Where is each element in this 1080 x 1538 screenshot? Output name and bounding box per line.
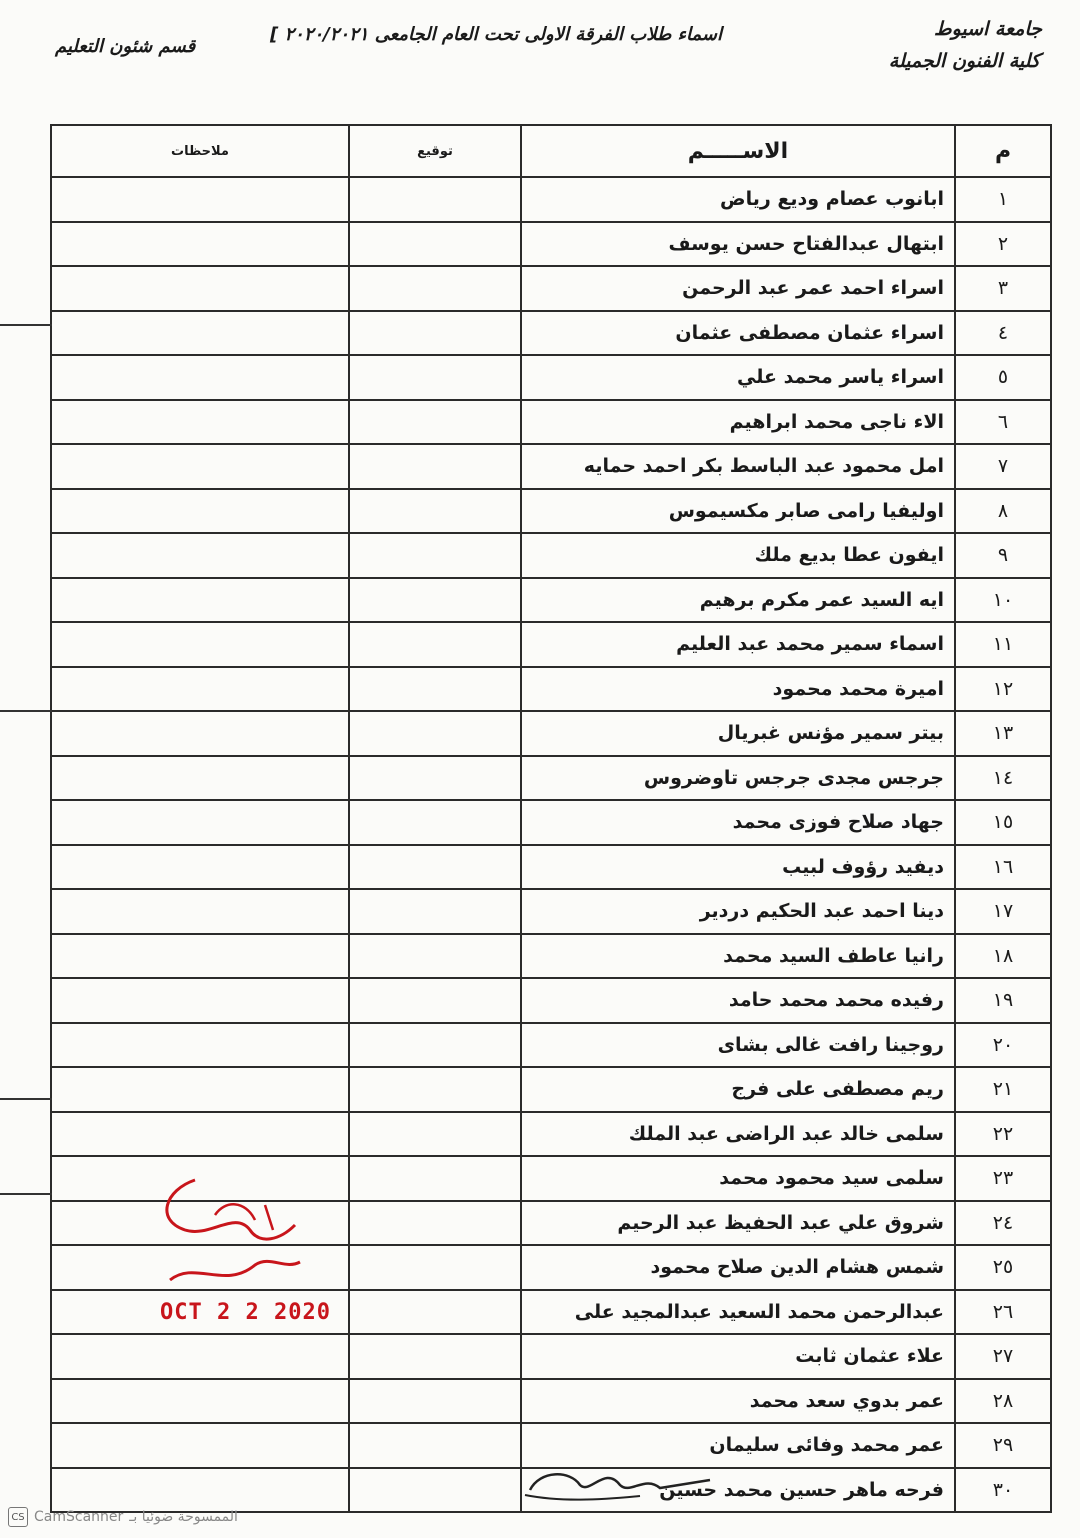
notes-cell [51, 311, 349, 356]
row-number: ٦ [955, 400, 1051, 445]
row-number: ٩ [955, 533, 1051, 578]
notes-cell [51, 1468, 349, 1513]
table-row [51, 533, 1051, 578]
signature-cell [349, 934, 521, 979]
header-name: الاســـــم [521, 125, 955, 177]
row-number: ٢ [955, 222, 1051, 267]
row-number: ١ [955, 177, 1051, 222]
student-name: الاء ناجى محمد ابراهيم [521, 400, 955, 445]
row-number: ٨ [955, 489, 1051, 534]
signature-cell [349, 1334, 521, 1379]
signature-cell [349, 489, 521, 534]
row-number: ٢٦ [955, 1290, 1051, 1335]
student-name: علاء عثمان ثابت [521, 1334, 955, 1379]
department-name: قسم شئون التعليم [55, 36, 196, 57]
table-row [51, 800, 1051, 845]
row-number: ٢٧ [955, 1334, 1051, 1379]
signature-cell [349, 800, 521, 845]
table-row [51, 934, 1051, 979]
notes-cell [51, 1379, 349, 1424]
row-number: ١٥ [955, 800, 1051, 845]
student-name: فرحه ماهر حسين محمد حسين [521, 1468, 955, 1513]
signature-cell [349, 400, 521, 445]
signature-cell [349, 845, 521, 890]
row-number: ٢٢ [955, 1112, 1051, 1157]
student-name: سلمى سيد محمود محمد [521, 1156, 955, 1201]
faculty-name: كلية الفنون الجميلة [888, 50, 1040, 72]
student-name: ديفيد رؤوف لبيب [521, 845, 955, 890]
student-name: اسراء عثمان مصطفى عثمان [521, 311, 955, 356]
student-name: عبدالرحمن محمد السعيد عبدالمجيد على [521, 1290, 955, 1335]
notes-cell [51, 222, 349, 267]
signature-cell [349, 177, 521, 222]
header-number: م [955, 125, 1051, 177]
student-name: اوليفيا رامى صابر مكسيموس [521, 489, 955, 534]
student-name: جهاد صلاح فوزى محمد [521, 800, 955, 845]
table-row [51, 711, 1051, 756]
table-row [51, 1112, 1051, 1157]
scanner-label-ar: الممسوحة ضوئيا بـ [129, 1509, 238, 1525]
student-name: اميرة محمد محمود [521, 667, 955, 712]
table-row [51, 978, 1051, 1023]
row-number: ١٤ [955, 756, 1051, 801]
scanner-label: CamScanner [34, 1509, 124, 1525]
document-title: اسماء طلاب الفرقة الاولى تحت العام الجامعى ٢٠٢٠/٢٠٢١ ] [270, 24, 722, 45]
header-notes: ملاحظات [51, 125, 349, 177]
notes-cell [51, 622, 349, 667]
student-name: اسماء سمير محمد عبد العليم [521, 622, 955, 667]
notes-cell [51, 800, 349, 845]
signature-cell [349, 1423, 521, 1468]
notes-cell [51, 1423, 349, 1468]
student-name: ايفون عطا بديع ملك [521, 533, 955, 578]
signature-cell [349, 889, 521, 934]
notes-cell [51, 756, 349, 801]
signature-cell [349, 1067, 521, 1112]
row-number: ١٢ [955, 667, 1051, 712]
notes-cell [51, 978, 349, 1023]
row-number: ١٧ [955, 889, 1051, 934]
signature-cell [349, 667, 521, 712]
table-row [51, 1334, 1051, 1379]
notes-cell [51, 1112, 349, 1157]
camscanner-logo-icon: CS [8, 1507, 28, 1527]
table-row [51, 845, 1051, 890]
table-row [51, 578, 1051, 623]
row-number: ٧ [955, 444, 1051, 489]
notes-cell [51, 1067, 349, 1112]
notes-cell [51, 845, 349, 890]
signature-cell [349, 711, 521, 756]
row-number: ٢١ [955, 1067, 1051, 1112]
student-name: امل محمود عبد الباسط بكر احمد حمايه [521, 444, 955, 489]
student-name: روجينا رافت غالى بشاى [521, 1023, 955, 1068]
student-name: رفيده محمد محمد حامد [521, 978, 955, 1023]
table-row [51, 400, 1051, 445]
bottom-signature [520, 1460, 720, 1505]
table-row [51, 222, 1051, 267]
notes-cell [51, 578, 349, 623]
student-name: ريم مصطفى على فرج [521, 1067, 955, 1112]
university-name: جامعة اسيوط [934, 18, 1042, 40]
student-name: دينا احمد عبد الحكيم دردير [521, 889, 955, 934]
table-row [51, 177, 1051, 222]
student-name: جرجس مجدى جرجس تاوضروس [521, 756, 955, 801]
row-number: ١٩ [955, 978, 1051, 1023]
scan-artifact-line [0, 710, 52, 712]
notes-cell [51, 533, 349, 578]
notes-cell [51, 667, 349, 712]
signature-cell [349, 444, 521, 489]
row-number: ٣ [955, 266, 1051, 311]
red-signature-mark [155, 1170, 305, 1290]
table-row [51, 667, 1051, 712]
row-number: ٢٤ [955, 1201, 1051, 1246]
student-name: سلمى خالد عبد الراضى عبد الملك [521, 1112, 955, 1157]
student-name: عمر بدوي سعد محمد [521, 1379, 955, 1424]
table-row [51, 1067, 1051, 1112]
signature-cell [349, 355, 521, 400]
notes-cell [51, 889, 349, 934]
signature-cell [349, 756, 521, 801]
notes-cell [51, 177, 349, 222]
student-name: ايه السيد عمر مكرم برهيم [521, 578, 955, 623]
student-name: بيتر سمير مؤنس غبريال [521, 711, 955, 756]
scan-artifact-line [0, 1193, 52, 1195]
row-number: ٥ [955, 355, 1051, 400]
table-row [51, 622, 1051, 667]
date-stamp: OCT 2 2 2020 [160, 1300, 331, 1325]
table-row [51, 889, 1051, 934]
row-number: ٢٩ [955, 1423, 1051, 1468]
signature-cell [349, 1023, 521, 1068]
notes-cell [51, 489, 349, 534]
signature-cell [349, 1112, 521, 1157]
notes-cell [51, 1023, 349, 1068]
row-number: ١٨ [955, 934, 1051, 979]
student-name: رانيا عاطف السيد محمد [521, 934, 955, 979]
signature-cell [349, 266, 521, 311]
signature-cell [349, 533, 521, 578]
table-row [51, 355, 1051, 400]
signature-cell [349, 978, 521, 1023]
table-row [51, 756, 1051, 801]
student-name: ابانوب عصام وديع رياض [521, 177, 955, 222]
table-row [51, 1379, 1051, 1424]
table-row [51, 444, 1051, 489]
notes-cell [51, 355, 349, 400]
student-name: اسراء احمد عمر عبد الرحمن [521, 266, 955, 311]
notes-cell [51, 444, 349, 489]
signature-cell [349, 1379, 521, 1424]
signature-cell [349, 1156, 521, 1201]
table-header-row [51, 125, 1051, 177]
signature-cell [349, 311, 521, 356]
header-signature: توقيع [349, 125, 521, 177]
student-name: اسراء ياسر محمد علي [521, 355, 955, 400]
notes-cell [51, 934, 349, 979]
student-name: شروق علي عبد الحفيظ عبد الرحيم [521, 1201, 955, 1246]
notes-cell [51, 711, 349, 756]
table-row [51, 266, 1051, 311]
student-name: عمر محمد وفائى سليمان [521, 1423, 955, 1468]
signature-cell [349, 1245, 521, 1290]
student-name: ابتهال عبدالفتاح حسن يوسف [521, 222, 955, 267]
signature-cell [349, 1201, 521, 1246]
row-number: ١٠ [955, 578, 1051, 623]
table-row [51, 1023, 1051, 1068]
signature-cell [349, 1290, 521, 1335]
table-row [51, 311, 1051, 356]
row-number: ٤ [955, 311, 1051, 356]
notes-cell [51, 1334, 349, 1379]
row-number: ١١ [955, 622, 1051, 667]
row-number: ٢٣ [955, 1156, 1051, 1201]
scan-artifact-line [0, 324, 52, 326]
student-name: شمس هشام الدين صلاح محمود [521, 1245, 955, 1290]
row-number: ٣٠ [955, 1468, 1051, 1513]
signature-cell [349, 1468, 521, 1513]
signature-cell [349, 578, 521, 623]
notes-cell [51, 266, 349, 311]
row-number: ١٦ [955, 845, 1051, 890]
table-row [51, 489, 1051, 534]
camscanner-watermark [8, 1507, 238, 1527]
signature-cell [349, 622, 521, 667]
signature-cell [349, 222, 521, 267]
scan-artifact-line [0, 1098, 52, 1100]
row-number: ١٣ [955, 711, 1051, 756]
row-number: ٢٨ [955, 1379, 1051, 1424]
row-number: ٢٥ [955, 1245, 1051, 1290]
notes-cell [51, 400, 349, 445]
row-number: ٢٠ [955, 1023, 1051, 1068]
